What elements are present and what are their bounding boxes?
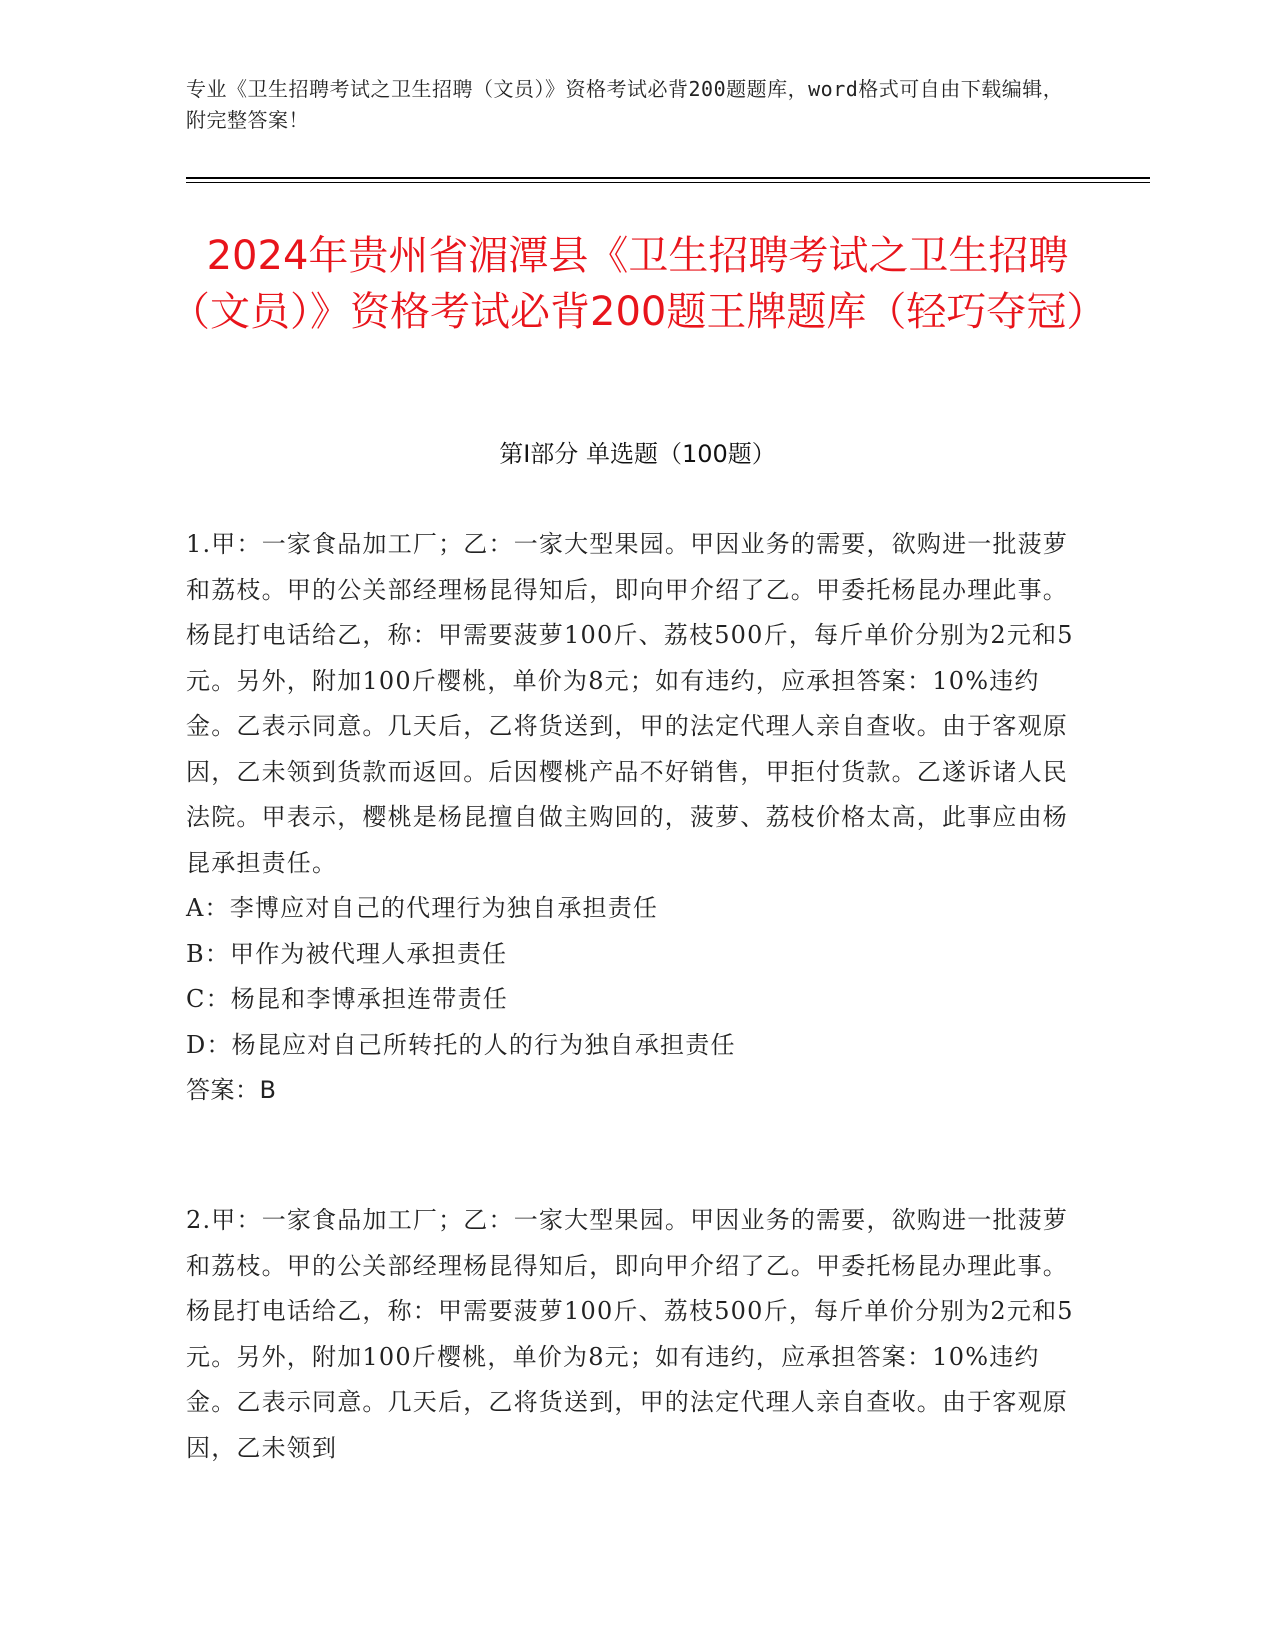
section-heading: 第Ⅰ部分 单选题（100题）: [499, 440, 776, 468]
option-c: C：杨昆和李博承担连带责任: [186, 985, 508, 1013]
option-b: B：甲作为被代理人承担责任: [186, 939, 508, 968]
question-text: 2.甲：一家食品加工厂；乙：一家大型果园。甲因业务的需要，欲购进一批菠萝和荔枝。甲的公关部经理杨昆得知后，即向甲介绍了乙。甲委托杨昆办理此事。杨昆打电话给乙，称：甲需要菠萝100斤、荔枝500斤，每斤单价分别为2元和5元。另外，附加100斤樱桃，单价为8元；如有违约，应承担答案：10%违约金。乙表示同意。几天后，乙将货送到，甲的法定代理人亲自查收。由于客观原因，乙未领到: [186, 1206, 1074, 1462]
header-note: 专业《卫生招聘考试之卫生招聘（文员）》资格考试必背200题题库，word格式可自由下载编辑，附完整答案！: [186, 77, 1064, 132]
header-rule-thick: [186, 177, 1150, 179]
document-title: 2024年贵州省湄潭县《卫生招聘考试之卫生招聘（文员）》资格考试必背200题王牌题库（轻巧夺冠）: [170, 233, 1107, 335]
option-d: D：杨昆应对自己所转托的人的行为独自承担责任: [186, 1030, 736, 1059]
question-block: [186, 522, 1076, 1114]
question-block: [186, 1198, 1076, 1471]
answer: 答案：B: [186, 1076, 277, 1104]
header-rule-thin: [186, 182, 1150, 183]
option-a: A：李博应对自己的代理行为独自承担责任: [186, 894, 659, 922]
question-text: 1.甲：一家食品加工厂；乙：一家大型果园。甲因业务的需要，欲购进一批菠萝和荔枝。甲的公关部经理杨昆得知后，即向甲介绍了乙。甲委托杨昆办理此事。杨昆打电话给乙，称：甲需要菠萝100斤、荔枝500斤，每斤单价分别为2元和5元。另外，附加100斤樱桃，单价为8元；如有违约，应承担答案：10%违约金。乙表示同意。几天后，乙将货送到，甲的法定代理人亲自查收。由于客观原因，乙未领到货款而返回。后因樱桃产品不好销售，甲拒付货款。乙遂诉诸人民法院。甲表示，樱桃是杨昆擅自做主购回的，菠萝、荔枝价格太高，此事应由杨昆承担责任。: [186, 530, 1074, 877]
